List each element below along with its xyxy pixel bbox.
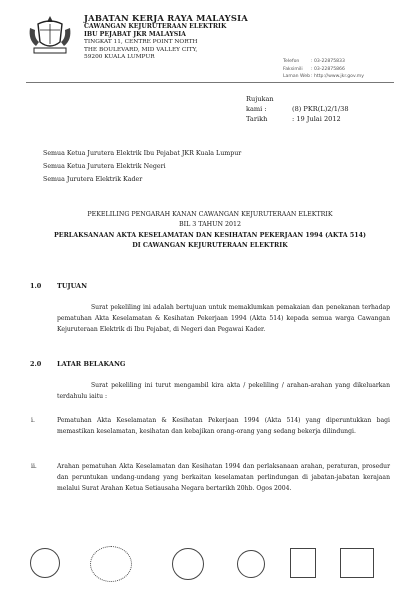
contact-value: : 03-22875833 [311,59,345,64]
recipient-line: Semua Ketua Jurutera Elektrik Ibu Pejabat JKR Kuala Lumpur [43,150,242,157]
contact-value: : 03-22875866 [311,66,345,72]
recipient-line: Semua Jurutera Elektrik Kader [43,176,143,183]
footer-logos [22,542,402,592]
department-name: JABATAN KERJA RAYA MALAYSIA [84,13,248,23]
subject-line: PERLAKSANAAN AKTA KESELAMATAN DAN KESIHATAN PEKERJAAN 1994 (AKTA 514) [54,232,366,239]
reference-number: (8) PKR(L)2/1/38 [292,105,349,113]
section-title: LATAR BELAKANG [57,360,126,368]
section-heading [30,282,87,290]
paragraph-text: Surat pekeliling ini adalah bertujuan untuk memaklumkan pemakaian dan penekanan terhadap pematuhan Akta Keselamatan & Kesihatan Pekerjaan 1994 (Akta 514) kepada semua warga Cawangan Kejuruteraan Elektrik di Ibu Pejabat, di Negeri dan Pegawai Kader. [57,304,390,333]
subject-line: DI CAWANGAN KEJURUTERAAN ELEKTRIK [132,241,288,249]
section-heading [30,360,125,368]
letterhead [84,13,264,62]
list-item-text: Arahan pematuhan Akta Keselamatan dan Kesihatan 1994 dan perlaksanaan arahan, peraturan, prosedur dan peruntukan undang-undang yang berkaitan keselamatan perlindungan di jabatan-jabatan kerajaan melalui Surat Arahan Ketua Setiausaha Negara bertarikh 20hb. Ogos 2004. [57,463,390,492]
section-paragraph [57,381,390,403]
address-line: THE BOULEVARD, MID VALLEY CITY, [84,46,198,53]
recipient-line: Semua Ketua Jurutera Elektrik Negeri [43,163,166,170]
section-number: 2.0 [30,360,42,368]
contact-value: : http://www.jkr.gov.my [311,74,364,79]
contact-label: Telefon [283,59,300,64]
office-name: IBU PEJABAT JKR MALAYSIA [84,31,186,38]
date-label: Tarikh [246,115,268,123]
list-item [31,416,390,438]
list-marker: i. [31,417,35,424]
contact-label: Faksimili [283,66,303,72]
footer-logo-icon [30,548,60,578]
contact-block [283,58,393,81]
paragraph-text: Surat pekeliling ini turut mengambil kira akta / pekeliling / arahan-arahan yang dikeluarkan terdahulu iaitu : [57,382,390,400]
footer-logo-icon [172,548,204,580]
list-marker: ii. [31,463,37,470]
certification-badge-icon [290,548,316,578]
branch-name: CAWANGAN KEJURUTERAAN ELEKTRIK [84,23,227,30]
section-number: 1.0 [30,282,42,290]
contact-label: Laman Web [283,74,311,79]
circular-title [30,210,390,250]
coat-of-arms-icon [26,14,74,56]
reference-label: Rujukan kami : [246,95,274,113]
address-line: TINGKAT 11, CENTRE POINT NORTH [84,39,198,45]
title-line: PEKELILING PENGARAH KANAN CAWANGAN KEJURUTERAAN ELEKTRIK [87,211,333,218]
header-divider [26,82,394,83]
list-item [31,462,390,494]
footer-logo-icon [237,550,265,578]
address-line: 59200 KUALA LUMPUR [84,54,155,60]
date-value: : 19 Julai 2012 [292,115,341,123]
section-paragraph [57,303,390,335]
footer-seal-icon [90,546,132,582]
recipients [43,147,383,186]
reference-block [246,94,406,124]
list-item-text: Pematuhan Akta Keselamatan & Kesihatan Pekerjaan 1994 (Akta 514) yang diperuntukkan bagi memastikan keselamatan, kesihatan dan kebajikan orang-orang yang sedang bekerja dilindungi. [57,417,390,435]
title-line: BIL 3 TAHUN 2012 [178,220,242,228]
certification-badge-icon [340,548,374,578]
section-title: TUJUAN [57,282,88,290]
